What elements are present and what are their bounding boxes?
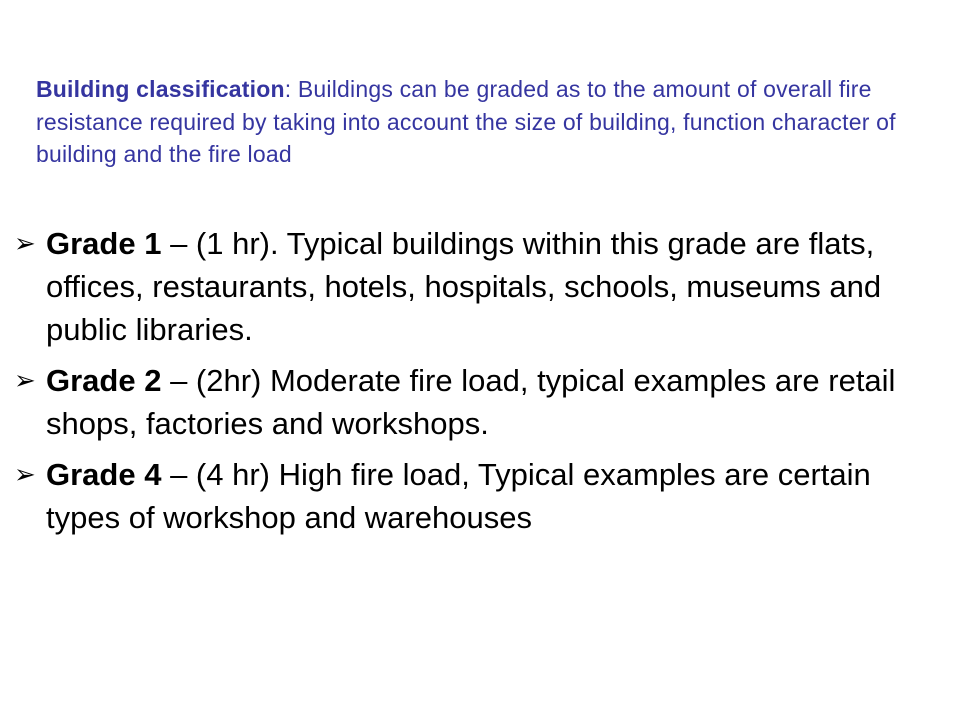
arrowhead-bullet-icon: ➢ (14, 365, 36, 395)
grade-name: Grade 1 (46, 226, 162, 261)
grade-item-1 (0, 222, 960, 351)
grade-name: Grade 2 (46, 363, 162, 398)
grade-description: – (2hr) Moderate fire load, typical examples are retail shops, factories and workshops. (46, 363, 896, 441)
arrowhead-bullet-icon: ➢ (14, 459, 36, 489)
intro-paragraph (36, 73, 936, 171)
grade-item-4 (0, 453, 960, 539)
grade-list (0, 222, 960, 547)
grade-item-2 (0, 359, 960, 445)
grade-description: – (4 hr) High fire load, Typical examples are certain types of workshop and warehouses (46, 457, 871, 535)
grade-description: – (1 hr). Typical buildings within this grade are flats, offices, restaurants, hotels, hospitals, schools, museums and public libraries. (46, 226, 882, 347)
grade-name: Grade 4 (46, 457, 162, 492)
arrowhead-bullet-icon: ➢ (14, 228, 36, 258)
intro-heading: Building classification (36, 76, 285, 102)
intro-text: : Buildings can be graded as to the amount of overall fire resistance required by taking into account the size of building, function character of building and the fire load (36, 76, 896, 167)
